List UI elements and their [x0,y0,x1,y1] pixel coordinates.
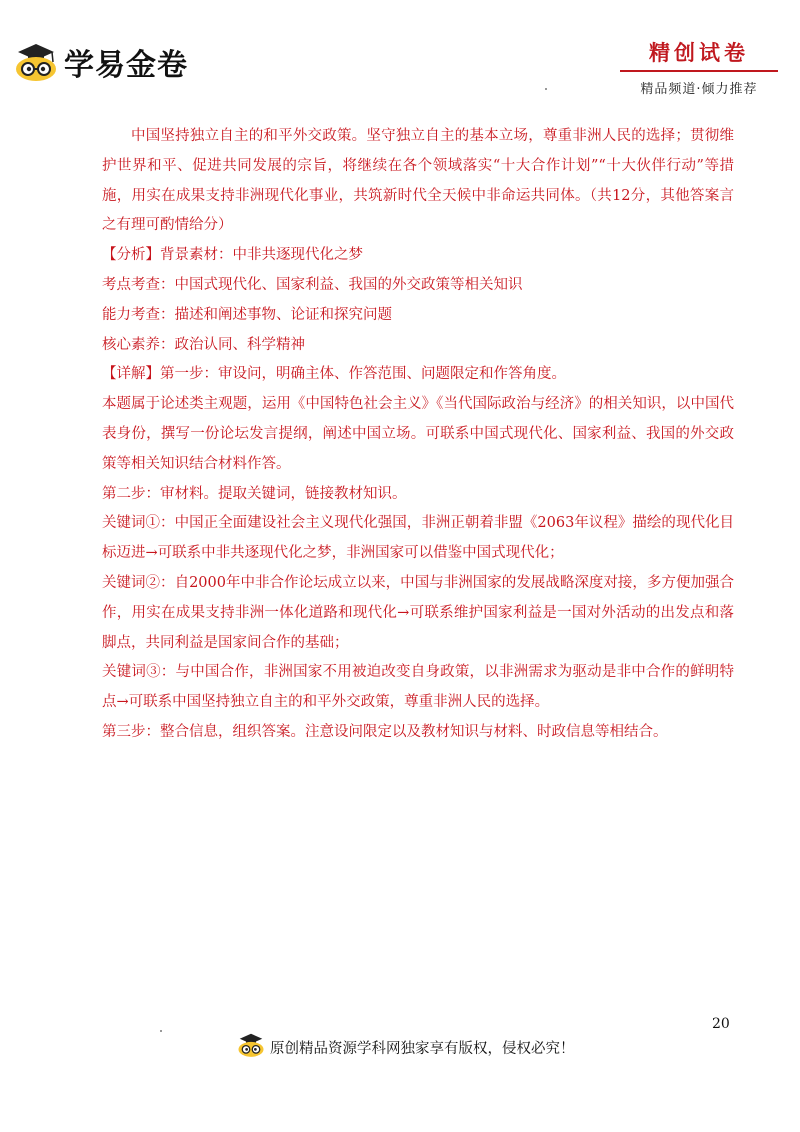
brand-subtitle: 精品频道·倾力推荐 [640,82,758,97]
page-footer [236,1032,575,1062]
logo [12,40,188,84]
analysis-knowledge-points: 考点考查：中国式现代化、国家利益、我国的外交政策等相关知识 [102,276,523,293]
brand-badge [614,40,784,97]
detail-step-one-text: 本题属于论述类主观题，运用《中国特色社会主义》《当代国际政治与经济》的相关知识，以中国代表身份，撰写一份论坛发言提纲，阐述中国立场。可联系中国式现代化、国家利益、我国的外交政策等相关知识结合材料作答。 [102,396,734,472]
detail-step-three: 第三步：整合信息，组织答案。注意设问限定以及教材知识与材料、时政信息等相结合。 [102,723,668,740]
copyright-notice: 原创精品资源学科网独家享有版权，侵权必究！ [270,1040,575,1057]
brand-divider [620,70,778,72]
answer-paragraph: 中国坚持独立自主的和平外交政策。坚守独立自主的基本立场，尊重非洲人民的选择；贯彻维护世界和平、促进共同发展的宗旨，将继续在各个领域落实“十大合作计划”“十大伙伴行动”等措施，用实在成果支持非洲现代化事业，共筑新时代全天候中非命运共同体。（共12分，其他答案言之有理可酌情给分） [102,128,734,234]
keyword-one: 关键词①：中国正全面建设社会主义现代化强国，非洲正朝着非盟《2063年议程》描绘的现代化目标迈进→可联系中非共逐现代化之梦，非洲国家可以借鉴中国式现代化； [102,515,734,562]
analysis-core-literacy: 核心素养：政治认同、科学精神 [102,336,305,353]
analysis-background: 【分析】背景素材：中非共逐现代化之梦 [102,247,363,264]
page-number: 20 [712,1016,730,1032]
keyword-two: 关键词②：自2000年中非合作论坛成立以来，中国与非洲国家的发展战略深度对接，多方便加强合作，用实在成果支持非洲一体化道路和现代化→可联系维护国家利益是一国对外活动的出发点和落脚点，共同利益是国家间合作的基础； [102,574,734,651]
mascot-graduate-icon [236,1032,266,1062]
analysis-abilities: 能力考查：描述和阐述事物、论证和探究问题 [102,306,392,323]
decorative-dot [160,1030,162,1032]
logo-text: 学易金卷 [64,48,188,83]
keyword-three: 关键词③：与中国合作，非洲国家不用被迫改变自身政策，以非洲需求为驱动是非中合作的鲜明特点→可联系中国坚持独立自主的和平外交政策，尊重非洲人民的选择。 [102,664,734,711]
mascot-graduate-icon [12,42,60,82]
detail-step-two: 第二步：审材料。提取关键词，链接教材知识。 [102,485,407,502]
page-header [0,0,800,100]
detail-step-one: 【详解】第一步：审设问，明确主体、作答范围、问题限定和作答角度。 [102,366,566,383]
decorative-dot [545,88,547,90]
answer-content [102,122,734,748]
brand-title: 精创试卷 [649,41,749,65]
